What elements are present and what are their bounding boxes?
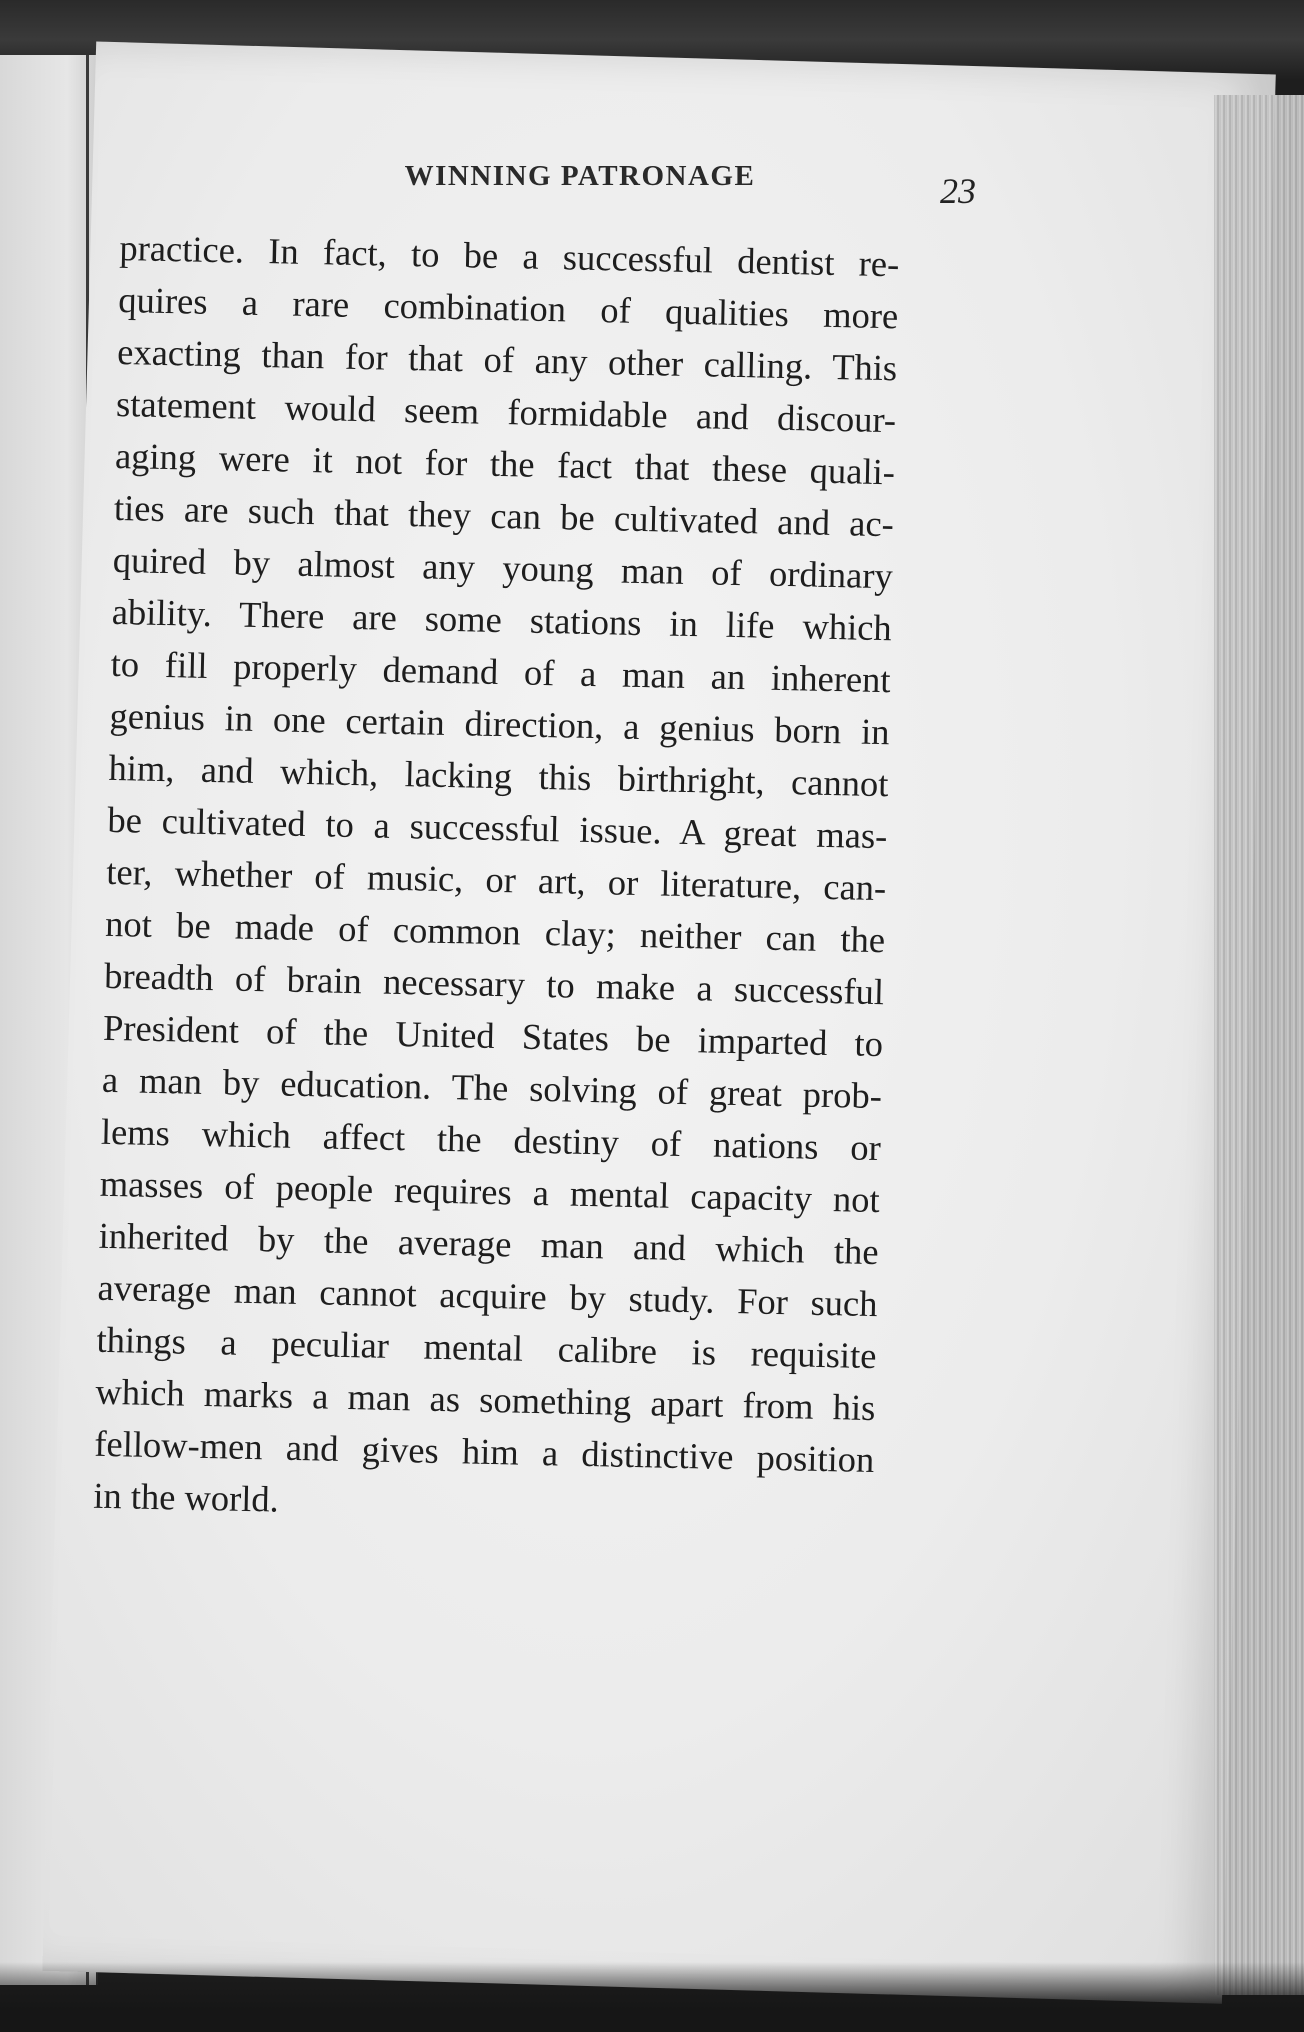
text-line: ter, whether of music, or art, or literature, can- [105,850,887,909]
text-line: aging were it not for the fact that these quali- [114,434,896,493]
text-line: him, and which, lacking this birthright, cannot [108,746,889,805]
text-line: which marks a man as something apart from his [95,1370,876,1429]
text-line: in the world. [92,1474,280,1520]
page-number: 23 [940,171,976,211]
text-line: President of the United States be imparted to [102,1006,884,1065]
text-line: ties are such that they can be cultivated and ac- [113,486,895,545]
text-line: statement would seem formidable and discour- [115,382,897,441]
text-line: exacting than for that of any other calling. This [116,330,898,389]
text-line: quires a rare combination of qualities more [117,278,899,337]
text-line: ability. There are some stations in life which [111,590,893,649]
text-line: masses of people requires a mental capacity not [99,1162,881,1221]
page-stack-edge [1214,95,1304,1995]
body-text [93,222,900,1538]
text-line: be cultivated to a successful issue. A great mas- [107,798,888,857]
text-line: fellow-men and gives him a distinctive position [93,1422,875,1481]
bottom-shadow [0,1962,1304,2032]
text-line: practice. In fact, to be a successful dentist re- [119,226,900,285]
text-line: a man by education. The solving of great prob- [101,1058,883,1117]
running-head: WINNING PATRONAGE [404,160,756,192]
text-line: genius in one certain direction, a genius born in [109,694,890,753]
text-line: breadth of brain necessary to make a successful [103,954,885,1013]
text-line: inherited by the average man and which the [98,1214,880,1273]
text-line: to fill properly demand of a man an inherent [110,642,892,701]
text-line: not be made of common clay; neither can the [104,902,886,961]
text-line: quired by almost any young man of ordinary [112,538,894,597]
text-line: average man cannot acquire by study. For such [97,1266,878,1325]
text-line: things a peculiar mental calibre is requisite [96,1318,877,1377]
text-line: lems which affect the destiny of nations or [100,1110,882,1169]
